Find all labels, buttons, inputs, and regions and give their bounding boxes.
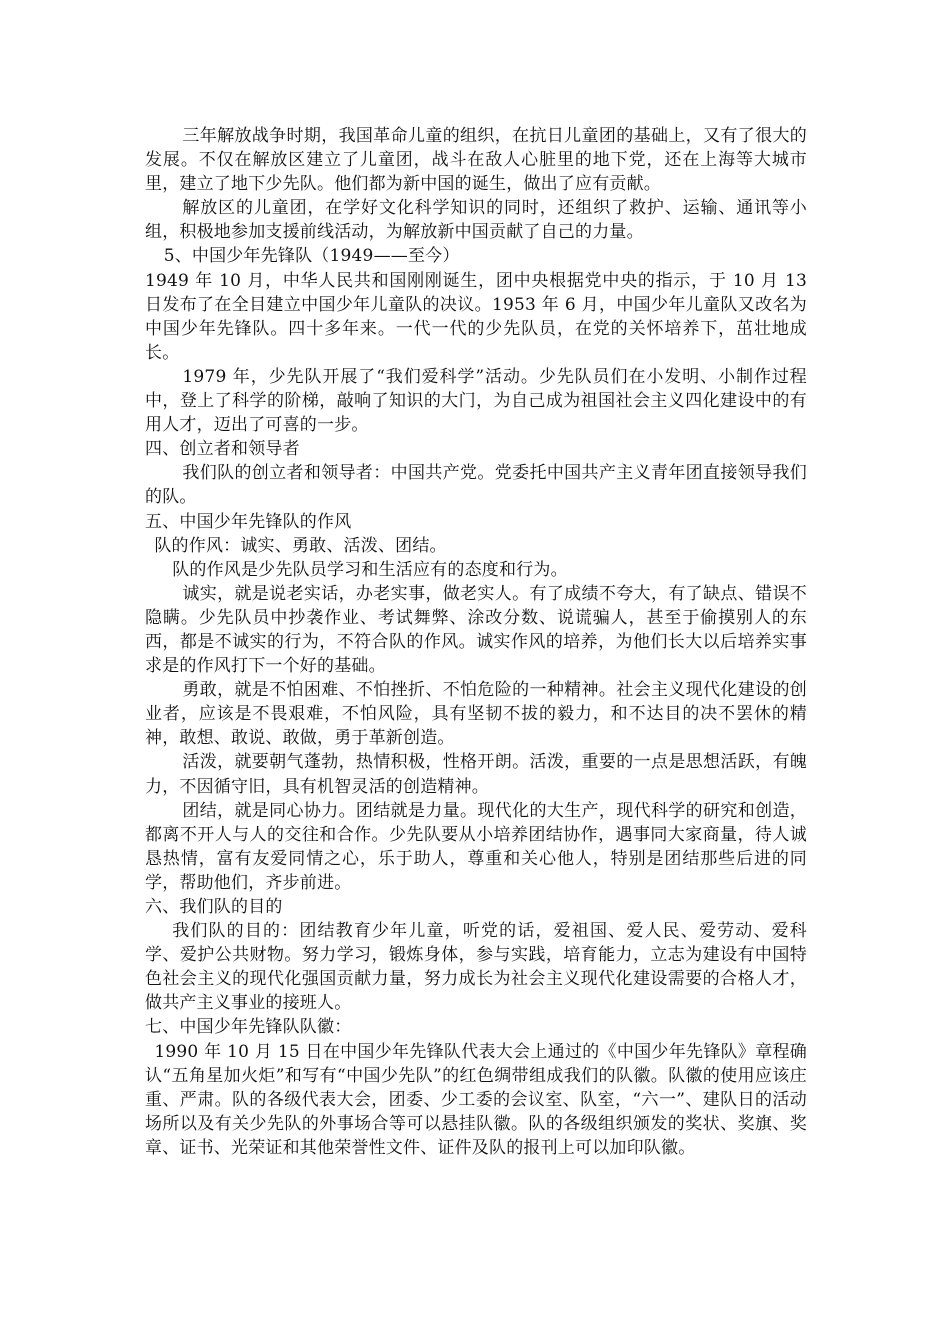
document-page <box>145 124 807 1160</box>
paragraph-1: 三年解放战争时期，我国革命儿童的组织，在抗日儿童团的基础上，又有了很大的发展。不仅在解放区建立了儿童团，战斗在敌人心脏里的地下党，还在上海等大城市里，建立了地下少先队。他们都为新中国的诞生，做出了应有贡献。 <box>145 126 807 195</box>
paragraph-8: 五、中国少年先锋队的作风 <box>145 511 352 532</box>
paragraph-11: 诚实，就是说老实话，办老实事，做老实人。有了成绩不夸大，有了缺点、错误不隐瞒。少先队员中抄袭作业、考试舞弊、涂改分数、说谎骗人，甚至于偷摸别人的东西，都是不诚实的行为，不符合队的作风。诚实作风的培养，为他们长大以后培养实事求是的作风打下一个好的基础。 <box>145 583 807 677</box>
paragraph-5: 1979 年，少先队开展了“我们爱科学”活动。少先队员们在小发明、小制作过程中，登上了科学的阶梯，敲响了知识的大门，为自己成为祖国社会主义四化建设中的有用人才，迈出了可喜的一步。 <box>145 366 807 436</box>
paragraph-9: 队的作风：诚实、勇敢、活泼、团结。 <box>154 535 447 556</box>
paragraph-4: 1949 年 10 月，中华人民共和国刚刚诞生，团中央根据党中央的指示，于 10 月 13 日发布了在全目建立中国少年儿童队的决议。1953 年 6 月，中国少年儿童队又改名为中国少年先锋队。四十多年来。一代一代的少先队员，在党的关怀培养下，茁壮地成长。 <box>145 270 807 363</box>
paragraph-15: 六、我们队的目的 <box>145 897 283 917</box>
paragraph-14: 团结，就是同心协力。团结就是力量。现代化的大生产，现代科学的研究和创造，都离不开人与人的交往和合作。少先队要从小培养团结协作，遇事同大家商量，待人诚恳热情，富有友爱同情之心，乐于助人，尊重和关心他人，特别是团结那些后进的同学，帮助他们，齐步前进。 <box>145 800 807 893</box>
paragraph-6: 四、创立者和领导者 <box>145 439 300 460</box>
paragraph-2: 解放区的儿童团，在学好文化科学知识的同时，还组织了救护、运输、通讯等小组，积极地参加支援前线活动，为解放新中国贡献了自己的力量。 <box>145 198 807 243</box>
paragraph-17: 七、中国少年先锋队队徽： <box>145 1017 352 1038</box>
paragraph-3: 5、中国少年先锋队（1949——至今） <box>163 246 460 267</box>
paragraph-16: 我们队的目的：团结教育少年儿童，听党的话，爱祖国、爱人民、爱劳动、爱科学、爱护公共财物。努力学习，锻炼身体，参与实践，培育能力，立志为建设有中国特色社会主义的现代化强国贡献力量，努力成长为社会主义现代化建设需要的合格人才，做共产主义事业的接班人。 <box>145 921 807 1014</box>
paragraph-7: 我们队的创立者和领导者：中国共产党。党委托中国共产主义青年团直接领导我们的队。 <box>145 463 807 508</box>
paragraph-18: 1990 年 10 月 15 日在中国少年先锋队代表大会上通过的《中国少年先锋队》章程确认“五角星加火炬”和写有“中国少先队”的红色绸带组成我们的队徽。队徽的使用应该庄重、严肃。队的各级代表大会，团委、少工委的会议室、队室，“六一”、建队日的活动场所以及有关少先队的外事场合等可以悬挂队徽。队的各级组织颁发的奖状、奖旗、奖章、证书、光荣证和其他荣誉性文件、证件及队的报刊上可以加印队徽。 <box>145 1041 807 1158</box>
paragraph-12: 勇敢，就是不怕困难、不怕挫折、不怕危险的一种精神。社会主义现代化建设的创业者，应该是不畏艰难，不怕风险，具有坚韧不拔的毅力，和不达目的决不罢休的精神，敢想、敢说、敢做，勇于革新创造。 <box>145 680 807 749</box>
paragraph-10: 队的作风是少先队员学习和生活应有的态度和行为。 <box>172 559 568 580</box>
paragraph-13: 活泼，就要朝气蓬勃，热情积极，性格开朗。活泼，重要的一点是思想活跃，有魄力，不因循守旧，具有机智灵活的创造精神。 <box>145 752 807 797</box>
